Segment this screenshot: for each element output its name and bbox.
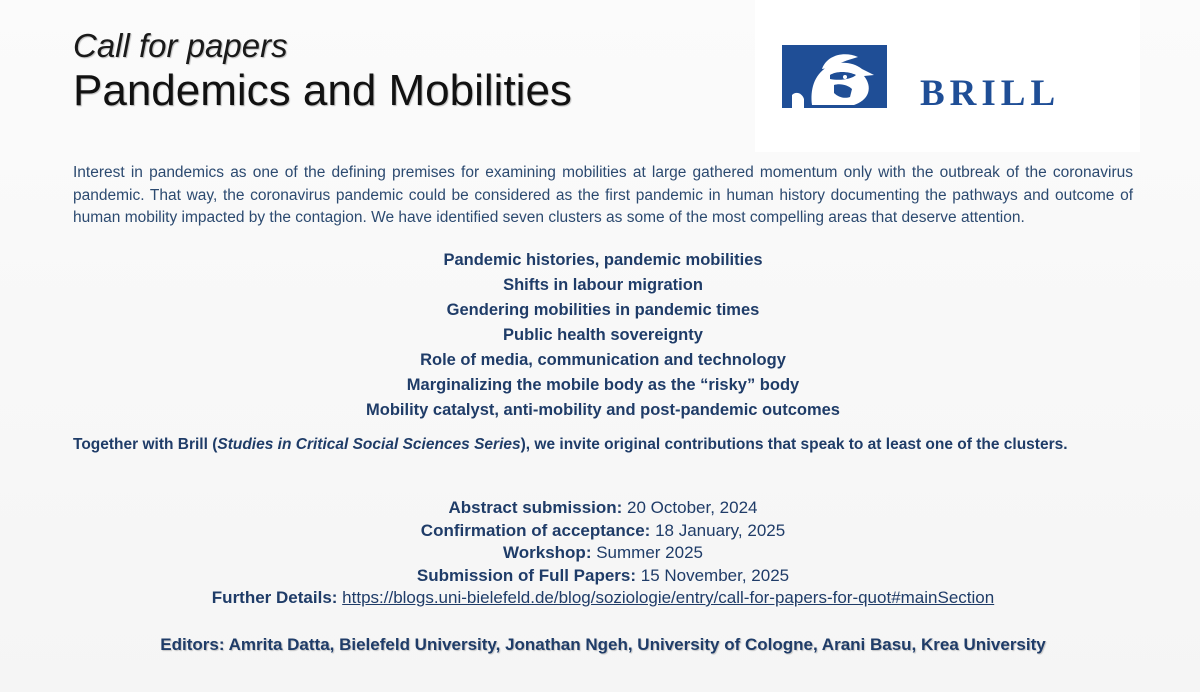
intro-paragraph: Interest in pandemics as one of the defining premises for examining mobilities at large gathered momentum only with the outbreak of the coronavirus pandemic. That way, the coronavirus pandemic could be considered as the first pandemic in human history documenting the pathways and outcome of human mobility impacted by the contagion. We have identified seven clusters as some of the most compelling areas that deserve attention. — [73, 164, 1133, 226]
date-row-full-papers — [0, 565, 1200, 588]
date-row-workshop — [0, 542, 1200, 565]
date-row-acceptance — [0, 520, 1200, 543]
date-label: Confirmation of acceptance: — [420, 520, 651, 540]
date-row-abstract — [0, 497, 1200, 520]
brill-wordmark: BRILL — [920, 73, 1061, 114]
cluster-item: Role of media, communication and technology — [420, 351, 786, 369]
further-details-link[interactable]: https://blogs.uni-bielefeld.de/blog/soziologie/entry/call-for-papers-for-quot#mainSection — [342, 588, 995, 607]
date-label: Workshop: — [503, 543, 592, 562]
cluster-item: Shifts in labour migration — [503, 276, 703, 294]
further-details-row — [0, 587, 1200, 610]
athena-helmet-logo-icon — [782, 45, 887, 108]
date-label: Submission of Full Papers: — [416, 565, 637, 585]
series-name: Studies in Critical Social Sciences Series — [217, 436, 521, 453]
cluster-item: Pandemic histories, pandemic mobilities — [443, 251, 763, 269]
brill-logo — [755, 0, 1140, 152]
date-value: Summer 2025 — [591, 543, 703, 562]
further-details-label: Further Details: — [211, 588, 338, 607]
date-value: 15 November, 2025 — [636, 565, 790, 585]
editors-line: Editors: Amrita Datta, Bielefeld University, Jonathan Ngeh, University of Cologne, Arani Basu, Krea University — [160, 635, 1046, 654]
cluster-list — [0, 248, 1200, 423]
invitation-suffix: ), we invite original contributions that speak to at least one of the clusters. — [520, 436, 1068, 453]
date-value: 20 October, 2024 — [622, 498, 758, 517]
page-title: Pandemics and Mobilities — [73, 66, 572, 115]
cluster-item: Gendering mobilities in pandemic times — [446, 301, 760, 319]
cluster-item: Marginalizing the mobile body as the “risky” body — [406, 376, 800, 394]
cluster-item: Mobility catalyst, anti-mobility and post-pandemic outcomes — [366, 401, 840, 419]
subtitle: Call for papers — [73, 27, 288, 64]
date-label: Abstract submission: — [448, 498, 623, 517]
invitation-text — [73, 434, 1133, 455]
title-block — [73, 26, 572, 116]
date-value: 18 January, 2025 — [650, 520, 786, 540]
key-dates — [0, 497, 1200, 610]
invitation-prefix: Together with Brill ( — [73, 436, 218, 453]
cluster-item: Public health sovereignty — [503, 326, 703, 344]
